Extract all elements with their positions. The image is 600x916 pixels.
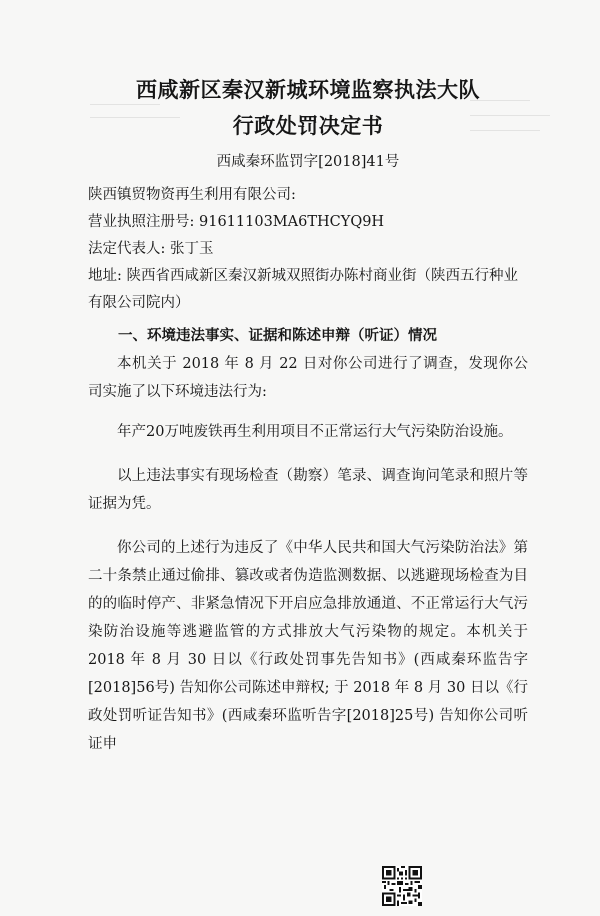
section-heading-violation-facts: 一、环境违法事实、证据和陈述申辩（听证）情况 [118,328,437,344]
company-address: 地址: 陕西省西咸新区秦汉新城双照街办陈村商业街（陕西五行种业有限公司院内） [88,268,518,311]
paragraph-investigation: 本机关于 2018 年 8 月 22 日对你公司进行了调查，发现你公司实施了以下环境违法行为: [88,356,528,400]
business-license-number: 营业执照注册号: 91611103MA6THCYQ9H [88,214,385,230]
paragraph-violation: 年产20万吨废铁再生利用项目不正常运行大气污染防治设施。 [117,424,513,440]
recipient-name: 陕西镇贸物资再生利用有限公司: [88,187,296,203]
qr-code-icon [382,866,422,906]
paragraph-evidence: 以上违法事实有现场检查（勘察）笔录、调查询问笔录和照片等证据为凭。 [88,468,528,512]
document-title-line1: 西咸新区秦汉新城环境监察执法大队 [136,78,480,102]
document-title-line2: 行政处罚决定书 [232,114,384,138]
paragraph-legal-basis: 你公司的上述行为违反了《中华人民共和国大气污染防治法》第二十条禁止通过偷排、篡改或者伪造监测数据、以逃避现场检查为目的的临时停产、非紧急情况下开启应急排放通道、不正常运行大气污染防治设施等逃避监管的方式排放大气污染物的规定。本机关于 2018 年 8 月 30 日以《行政处罚事先告知书》(西咸秦环监告字[2018]56号) 告知你公司陈述申辩权; 于 2018 年 8 月 30 日以《行政处罚听证告知书》(西咸秦环监听告字[2018]25号) 告知你公司听证申 [88,540,528,752]
legal-representative: 法定代表人: 张丁玉 [88,241,214,257]
document-number: 西咸秦环监罚字[2018]41号 [216,154,400,170]
document-body [88,72,528,758]
